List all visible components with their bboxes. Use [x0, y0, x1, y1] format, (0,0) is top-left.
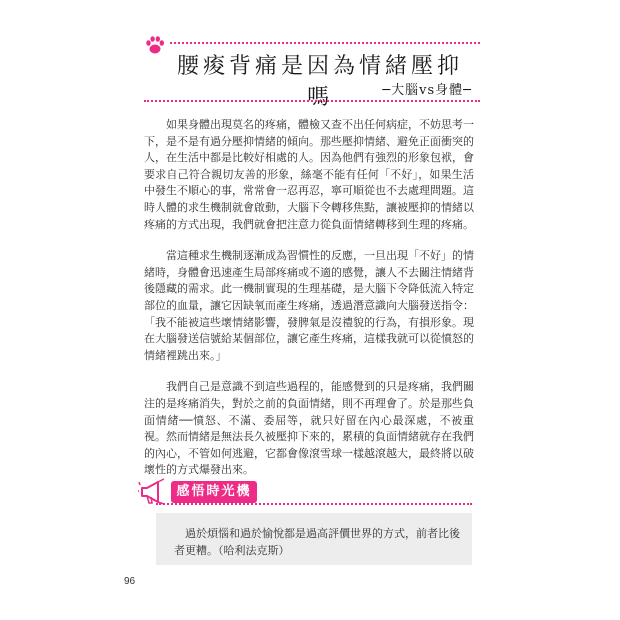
header-bottom-divider: [144, 100, 480, 102]
article-body: [144, 117, 474, 494]
paragraph-3: 我們自己是意識不到這些過程的，能感覺到的只是疼痛，我們關注的是疼痛消失，對於之前的負面情緒，則不再理會了。於是那些負面情緒──憤怒、不滿、委屈等，就只好留在內心最深處，不被重視。然而情緒是無法長久被壓抑下來的，累積的負面情緒就存在我們的內心，不管如何逃避，它都會像滾雪球一樣越滾越大，最終將以破壞性的方式爆發出來。: [144, 380, 474, 477]
megaphone-icon: [138, 477, 172, 505]
paragraph-2: 當這種求生機制逐漸成為習慣性的反應，一旦出現「不好」的情緒時，身體會迅速產生局部疼痛或不適的感覺，讓人不去關注情緒背後隱藏的需求。此一機制實現的生理基礎，是大腦下令降低流入特定部位的血量，讓它因缺氧而產生疼痛，透過潛意識向大腦發送指令：「我不能被這些壞情緒影響，發脾氣是沒禮貌的行為，有損形象。現在大腦發送信號給某個部位，讓它產生疼痛，這樣我就可以從憤怒的情緒裡跳出來。」: [144, 249, 474, 362]
paw-print-icon: [144, 34, 166, 56]
page-number: 96: [124, 576, 136, 587]
callout-divider: [156, 503, 472, 505]
callout-label: 感悟時光機: [171, 481, 257, 503]
quote-text: 過於煩惱和過於愉悅都是過高評價世界的方式，前者比後者更糟。（哈利法克斯）: [174, 527, 460, 557]
paragraph-1: 如果身體出現莫名的疼痛，體檢又查不出任何病症，不妨思考一下，是不是有過分壓抑情緒的傾向。那些壓抑情緒、避免正面衝突的人，在生活中都是比較好相處的人。因為他們有強烈的形象包袱，會要求自己符合親切友善的形象，絲毫不能有任何「不好」，如果生活中發生不順心的事，常常會一忍再忍，寧可順從也不去處理問題。這時人體的求生機制就會啟動，大腦下令轉移焦點，讓被壓抑的情緒以疼痛的方式出現，我們就會把注意力從負面情緒轉移到生理的疼痛。: [144, 118, 474, 231]
header-top-divider: [170, 42, 480, 44]
page-subtitle: ─大腦vs身體─: [382, 83, 472, 98]
page-title: 腰痠背痛是因為情緒壓抑嗎: [176, 54, 463, 110]
